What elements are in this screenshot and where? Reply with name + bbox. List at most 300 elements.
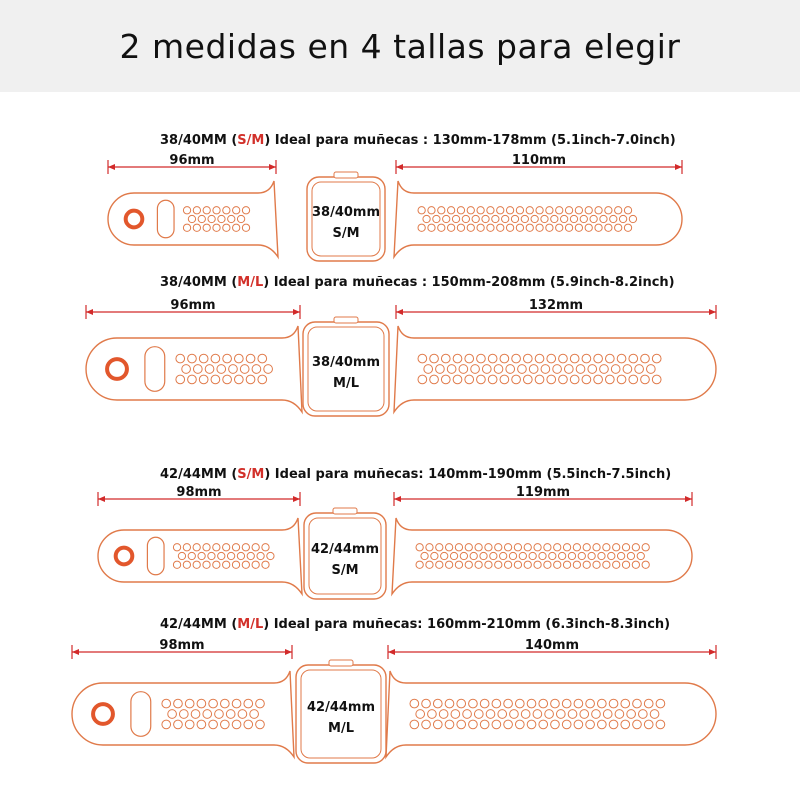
arrow-head-right [709,649,716,655]
vent-hole [183,561,190,568]
vent-hole [462,215,469,222]
vent-hole [436,544,443,551]
vent-hole [544,544,551,551]
vent-hole [416,561,423,568]
vent-hole [252,544,259,551]
vent-hole [534,544,541,551]
vent-hole [539,699,548,708]
vent-hole [590,215,597,222]
vent-hole [457,699,466,708]
left-vent-holes [173,544,274,569]
vent-hole [549,552,556,559]
vent-hole [209,720,218,729]
left-strap-length: 96mm [169,153,215,168]
vent-hole [500,552,507,559]
vent-hole [426,544,433,551]
vent-hole [198,215,205,222]
pin-button [116,548,133,565]
vent-hole [506,224,513,231]
keeper-loop [145,347,165,392]
vent-hole [551,699,560,708]
vent-hole [582,375,591,384]
vent-hole [197,720,206,729]
vent-hole [223,354,232,363]
case-fit-label: M/L [333,376,359,391]
vent-hole [211,375,220,384]
right-vent-holes [416,544,649,569]
crown-tab [334,317,358,323]
vent-hole [242,544,249,551]
vent-hole [565,207,572,214]
vent-hole [609,699,618,708]
arrow-head-left [108,164,115,170]
right-strap-length: 110mm [511,153,567,168]
vent-hole [213,561,220,568]
size-row-4 [72,617,716,763]
right-vent-holes [418,207,637,232]
vent-hole [487,224,494,231]
vent-hole [539,552,546,559]
vent-hole [423,215,430,222]
vent-hole [436,561,443,568]
vent-hole [556,224,563,231]
vent-hole [244,720,253,729]
arrow-head-right [709,309,716,315]
vent-hole [524,561,531,568]
vent-hole [524,544,531,551]
vent-hole [203,207,210,214]
vent-hole [477,224,484,231]
vent-hole [428,710,437,719]
vent-hole [588,552,595,559]
vent-hole [410,720,419,729]
vent-hole [485,561,492,568]
vent-hole [410,699,419,708]
vent-hole [469,699,478,708]
pin-button [126,211,143,228]
vent-hole [570,354,579,363]
size-row-1 [108,133,682,261]
vent-hole [641,354,650,363]
vent-hole [486,710,495,719]
vent-hole [533,710,542,719]
vent-hole [232,561,239,568]
arrow-head-right [675,164,682,170]
vent-hole [193,561,200,568]
vent-hole [267,552,274,559]
vent-hole [460,552,467,559]
vent-hole [593,561,600,568]
vent-hole [536,224,543,231]
arrow-head-right [285,649,292,655]
vent-hole [576,365,585,374]
vent-hole [174,720,183,729]
vent-hole [617,354,626,363]
vent-hole [570,375,579,384]
vent-hole [242,561,249,568]
left-strap-outline [72,671,294,757]
vent-hole [559,552,566,559]
vent-hole [258,375,267,384]
vent-hole [595,224,602,231]
keeper-loop [157,200,174,237]
vent-hole [600,365,609,374]
vent-hole [568,710,577,719]
right-strap [392,518,692,594]
vent-hole [176,354,185,363]
vent-hole [644,720,653,729]
case-fit-label: S/M [331,563,359,578]
vent-hole [178,552,185,559]
right-strap-length: 140mm [524,638,580,653]
vent-hole [594,375,603,384]
watch-case [307,172,385,261]
vent-hole [220,720,229,729]
vent-hole [506,365,515,374]
vent-hole [433,720,442,729]
crown-tab [329,660,353,666]
vent-hole [246,375,255,384]
vent-hole [644,699,653,708]
vent-hole [418,207,425,214]
vent-hole [451,710,460,719]
vent-hole [582,354,591,363]
vent-hole [242,207,249,214]
vent-hole [544,561,551,568]
vent-hole [565,224,572,231]
right-strap [386,671,716,757]
arrow-head-left [396,309,403,315]
vent-hole [193,207,200,214]
left-strap-length: 96mm [170,298,216,313]
vent-hole [624,224,631,231]
vent-hole [477,354,486,363]
arrow-head-left [396,164,403,170]
vent-hole [497,207,504,214]
vent-hole [262,544,269,551]
vent-hole [504,544,511,551]
vent-hole [227,552,234,559]
vent-hole [179,710,188,719]
vent-hole [521,710,530,719]
vent-hole [459,365,468,374]
vent-hole [615,224,622,231]
vent-hole [234,354,243,363]
vent-hole [611,365,620,374]
left-vent-holes [162,699,264,729]
vent-hole [656,720,665,729]
vent-hole [452,215,459,222]
vent-hole [218,215,225,222]
vent-hole [441,375,450,384]
case-size-label: 38/40mm [311,205,381,220]
vent-hole [652,354,661,363]
vent-hole [527,720,536,729]
vent-hole [492,720,501,729]
vent-hole [527,699,536,708]
vent-hole [553,365,562,374]
vent-hole [583,544,590,551]
vent-hole [262,561,269,568]
vent-hole [559,354,568,363]
vent-hole [492,699,501,708]
vent-hole [632,561,639,568]
vent-hole [605,224,612,231]
vent-hole [554,561,561,568]
vent-hole [193,224,200,231]
vent-hole [480,552,487,559]
size-row-2 [86,275,716,416]
left-strap [108,181,278,257]
pin-button [107,359,127,379]
vent-hole [428,224,435,231]
vent-hole [627,710,636,719]
watch-case [304,508,386,599]
vent-hole [609,720,618,729]
page-title: 2 medidas en 4 tallas para elegir [119,26,681,66]
vent-hole [188,552,195,559]
vent-hole [226,710,235,719]
vent-hole [480,720,489,729]
size-spec-text: 38/40MM (M/L) Ideal para muñecas : 150mm-208mm (5.9inch-8.2inch) [160,275,675,290]
size-row-3 [98,467,692,599]
vent-hole [506,207,513,214]
arrow-head-left [86,309,93,315]
crown-tab [334,172,358,178]
vent-hole [465,544,472,551]
vent-hole [595,207,602,214]
vent-hole [535,354,544,363]
vent-hole [639,710,648,719]
vent-hole [597,720,606,729]
vent-hole [556,207,563,214]
vent-hole [246,354,255,363]
vent-hole [641,375,650,384]
vent-hole [471,365,480,374]
vent-hole [603,544,610,551]
vent-hole [185,699,194,708]
vent-hole [600,215,607,222]
vent-hole [570,215,577,222]
vent-hole [519,552,526,559]
vent-hole [445,561,452,568]
vent-hole [504,720,513,729]
vent-hole [252,365,261,374]
vent-hole [418,354,427,363]
vent-hole [563,561,570,568]
vent-hole [203,544,210,551]
vent-hole [633,720,642,729]
vent-hole [547,354,556,363]
vent-hole [575,207,582,214]
vent-hole [426,561,433,568]
vent-hole [457,224,464,231]
pin-button [93,704,113,724]
right-strap-length: 132mm [528,298,584,313]
vent-hole [619,215,626,222]
vent-hole [613,561,620,568]
vent-hole [188,375,197,384]
vent-hole [256,720,265,729]
vent-hole [603,710,612,719]
vent-hole [450,552,457,559]
vent-hole [199,354,208,363]
vent-hole [546,207,553,214]
vent-hole [233,224,240,231]
left-vent-holes [176,354,273,384]
vent-hole [188,215,195,222]
watch-case [303,317,389,416]
size-spec-text: 42/44MM (S/M) Ideal para muñecas: 140mm-190mm (5.5inch-7.5inch) [160,467,672,482]
crown-tab [333,508,357,514]
vent-hole [516,224,523,231]
vent-hole [585,224,592,231]
vent-hole [430,354,439,363]
vent-hole [535,375,544,384]
vent-hole [162,720,171,729]
vent-hole [554,544,561,551]
vent-hole [211,354,220,363]
vent-hole [208,215,215,222]
vent-hole [228,215,235,222]
vent-hole [539,720,548,729]
vent-hole [213,207,220,214]
vent-hole [416,710,425,719]
vent-hole [218,552,225,559]
vent-hole [511,215,518,222]
case-fit-label: M/L [328,721,354,736]
case-size-label: 42/44mm [310,542,380,557]
vent-hole [174,699,183,708]
vent-hole [574,720,583,729]
vent-hole [436,365,445,374]
vent-hole [514,561,521,568]
vent-hole [465,354,474,363]
vent-hole [594,354,603,363]
vent-hole [220,699,229,708]
vent-hole [617,552,624,559]
vent-hole [605,375,614,384]
arrow-head-right [269,164,276,170]
vent-hole [498,710,507,719]
vent-hole [523,375,532,384]
vent-hole [497,224,504,231]
vent-hole [215,710,224,719]
left-strap [72,671,294,757]
vent-hole [629,215,636,222]
vent-hole [183,544,190,551]
vent-hole [183,207,190,214]
vent-hole [598,552,605,559]
vent-hole [232,699,241,708]
vent-hole [173,544,180,551]
vent-hole [469,720,478,729]
vent-hole [213,224,220,231]
vent-hole [232,720,241,729]
vent-hole [250,710,259,719]
case-fit-label: S/M [332,226,360,241]
vent-hole [562,699,571,708]
left-strap-length: 98mm [176,485,222,500]
vent-hole [515,720,524,729]
vent-hole [492,215,499,222]
vent-hole [217,365,226,374]
right-strap [394,326,716,412]
vent-hole [515,699,524,708]
vent-hole [541,365,550,374]
vent-hole [617,375,626,384]
vent-hole [613,544,620,551]
vent-hole [455,544,462,551]
vent-hole [588,365,597,374]
vent-hole [203,710,212,719]
vent-hole [173,561,180,568]
vent-hole [551,215,558,222]
vent-hole [193,544,200,551]
size-code: M/L [237,617,264,632]
vent-hole [526,207,533,214]
keeper-loop [147,537,164,574]
vent-hole [474,710,483,719]
vent-hole [441,354,450,363]
vent-hole [447,224,454,231]
left-strap [86,326,302,412]
vent-hole [480,699,489,708]
vent-hole [597,699,606,708]
vent-hole [610,215,617,222]
vent-hole [198,552,205,559]
vent-hole [574,699,583,708]
watch-case [296,660,386,763]
vent-hole [209,699,218,708]
vent-hole [652,375,661,384]
vent-hole [463,710,472,719]
vent-hole [433,215,440,222]
vent-hole [422,699,431,708]
vent-hole [547,375,556,384]
vent-hole [529,365,538,374]
vent-hole [465,561,472,568]
vent-hole [637,552,644,559]
vent-hole [556,710,565,719]
vent-hole [529,552,536,559]
vent-hole [244,699,253,708]
vent-hole [562,720,571,729]
vent-hole [632,544,639,551]
arrow-head-left [98,496,105,502]
vent-hole [635,365,644,374]
right-vent-holes [410,699,665,729]
vent-hole [257,552,264,559]
arrow-head-right [685,496,692,502]
vent-hole [605,207,612,214]
vent-hole [199,375,208,384]
vent-hole [223,561,230,568]
left-strap-length: 98mm [159,638,205,653]
vent-hole [240,365,249,374]
vent-hole [482,365,491,374]
vent-hole [428,207,435,214]
vent-hole [627,552,634,559]
vent-hole [418,375,427,384]
vent-hole [624,207,631,214]
vent-hole [523,354,532,363]
vent-hole [482,215,489,222]
vent-hole [223,207,230,214]
vent-hole [447,365,456,374]
vent-hole [623,365,632,374]
vent-hole [586,720,595,729]
